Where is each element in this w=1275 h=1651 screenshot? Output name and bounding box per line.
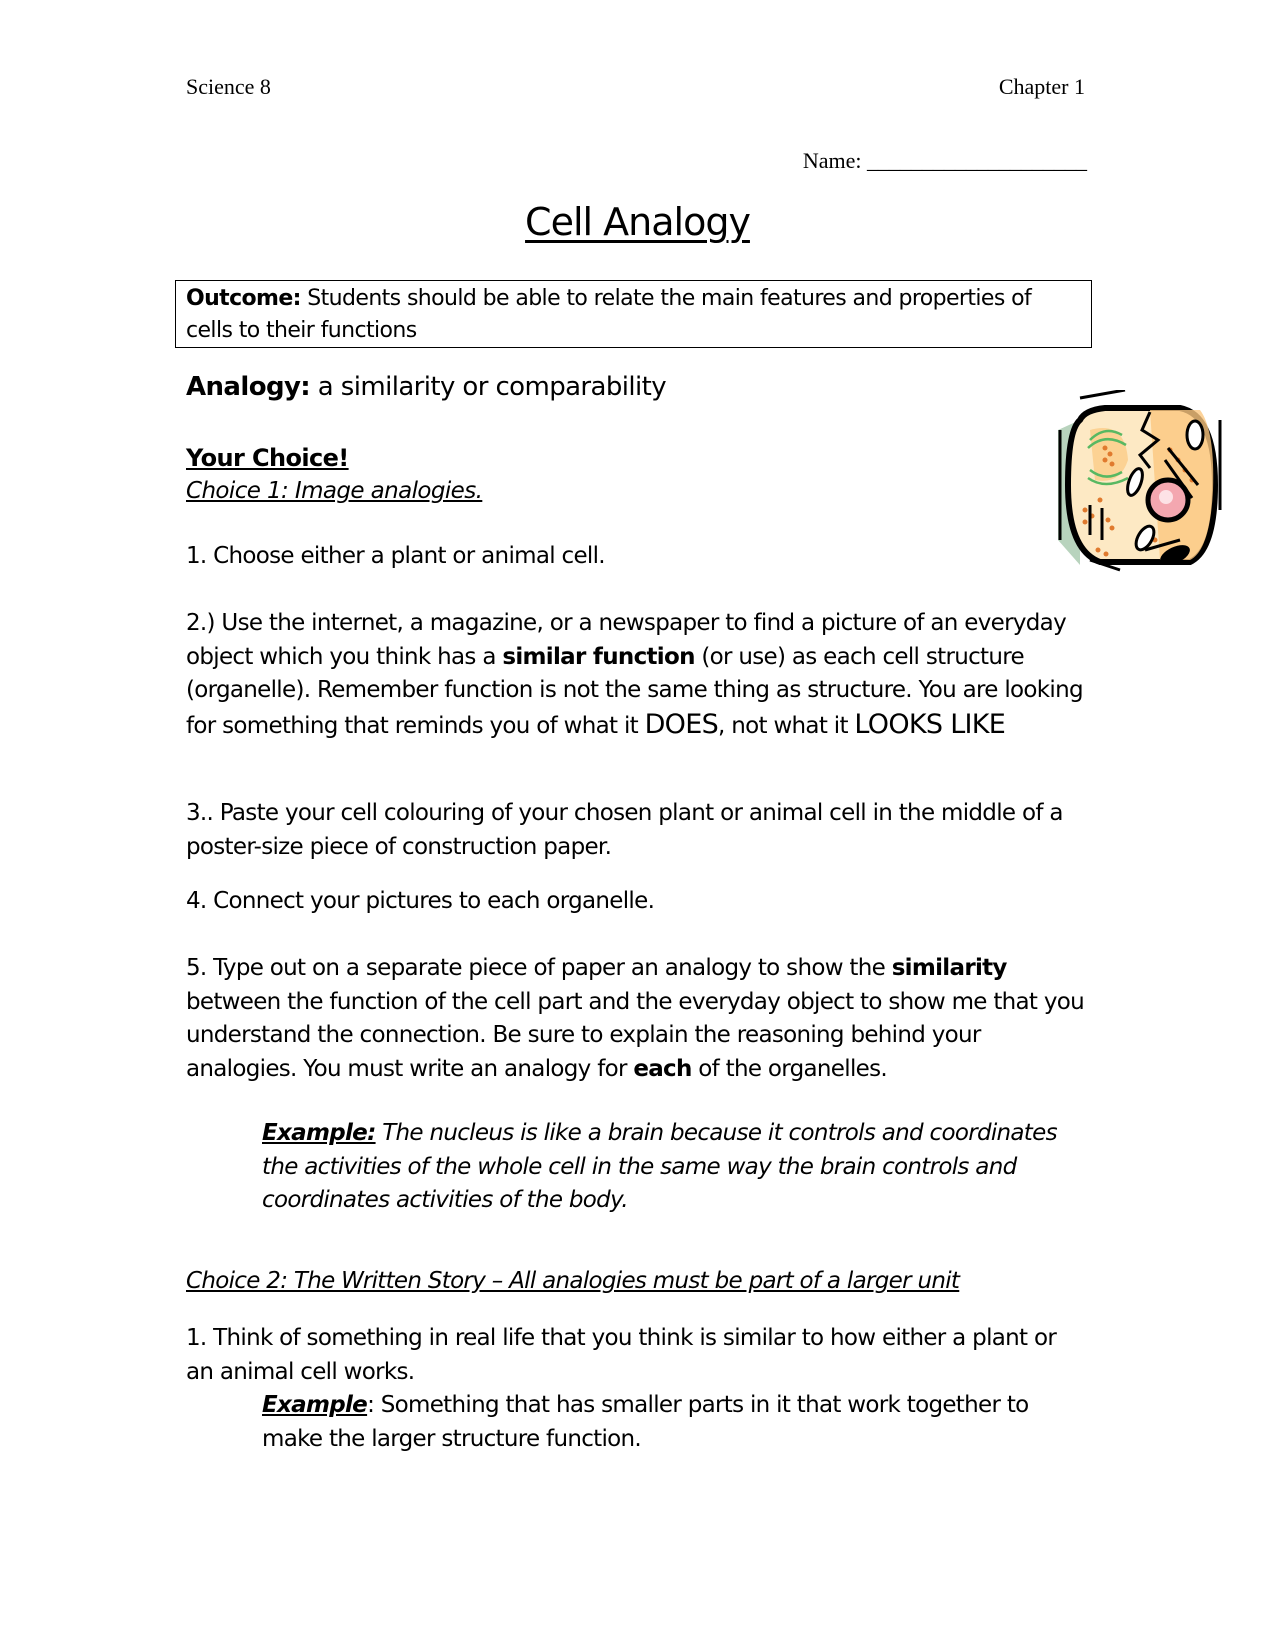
analogy-label: Analogy: [186,372,311,402]
choice1-example: Example: The nucleus is like a brain because it controls and coordinates the activities of the whole cell in the same way the brain controls and coordinates activities of the body. [262,1120,1057,1213]
outcome-text: Students should be able to relate the main features and properties of cells to their functions [186,286,1032,343]
analogy-text: a similarity or comparability [310,372,667,402]
name-blank: ____________________ [867,148,1087,173]
chapter-label: Chapter 1 [998,74,1085,99]
outcome-box [175,280,1092,348]
outcome-label: Outcome: [186,286,301,311]
analogy-definition [186,372,666,402]
choice1-step3: 3.. Paste your cell colouring of your chosen plant or animal cell in the middle of a poster-size piece of construction paper. [186,800,1063,860]
choice2-example: Example: Something that has smaller parts in it that work together to make the larger structure function. [262,1392,1029,1452]
course-label: Science 8 [186,74,271,99]
choice2-heading: Choice 2: The Written Story – All analogies must be part of a larger unit [186,1268,960,1294]
page-title: Cell Analogy [525,200,750,244]
choice1-step5: 5. Type out on a separate piece of paper an analogy to show the similarity between the function of the cell part and the everyday object to show me that you understand the connection. Be sure to explain the reasoning behind your analogies. You must write an analogy for each of the organelles. [186,955,1085,1082]
choice1-step4: 4. Connect your pictures to each organelle. [186,888,655,914]
choice1-step1: 1. Choose either a plant or animal cell. [186,543,605,569]
choice1-step2: 2.) Use the internet, a magazine, or a newspaper to find a picture of an everyday object which you think has a similar function (or use) as each cell structure (organelle). Remember function is not the same thing as structure. You are looking for something that reminds you of what it DOES, not what it LOOKS LIKE [186,610,1083,740]
example-label: Example: [262,1120,376,1146]
name-label: Name: [802,148,862,173]
choice2-step1: 1. Think of something in real life that you think is similar to how either a plant or an animal cell works. [186,1325,1057,1385]
example-label: Example [262,1392,368,1418]
name-field[interactable] [803,148,1087,174]
your-choice-heading: Your Choice! [186,444,349,472]
choice1-heading: Choice 1: Image analogies. [186,478,483,504]
